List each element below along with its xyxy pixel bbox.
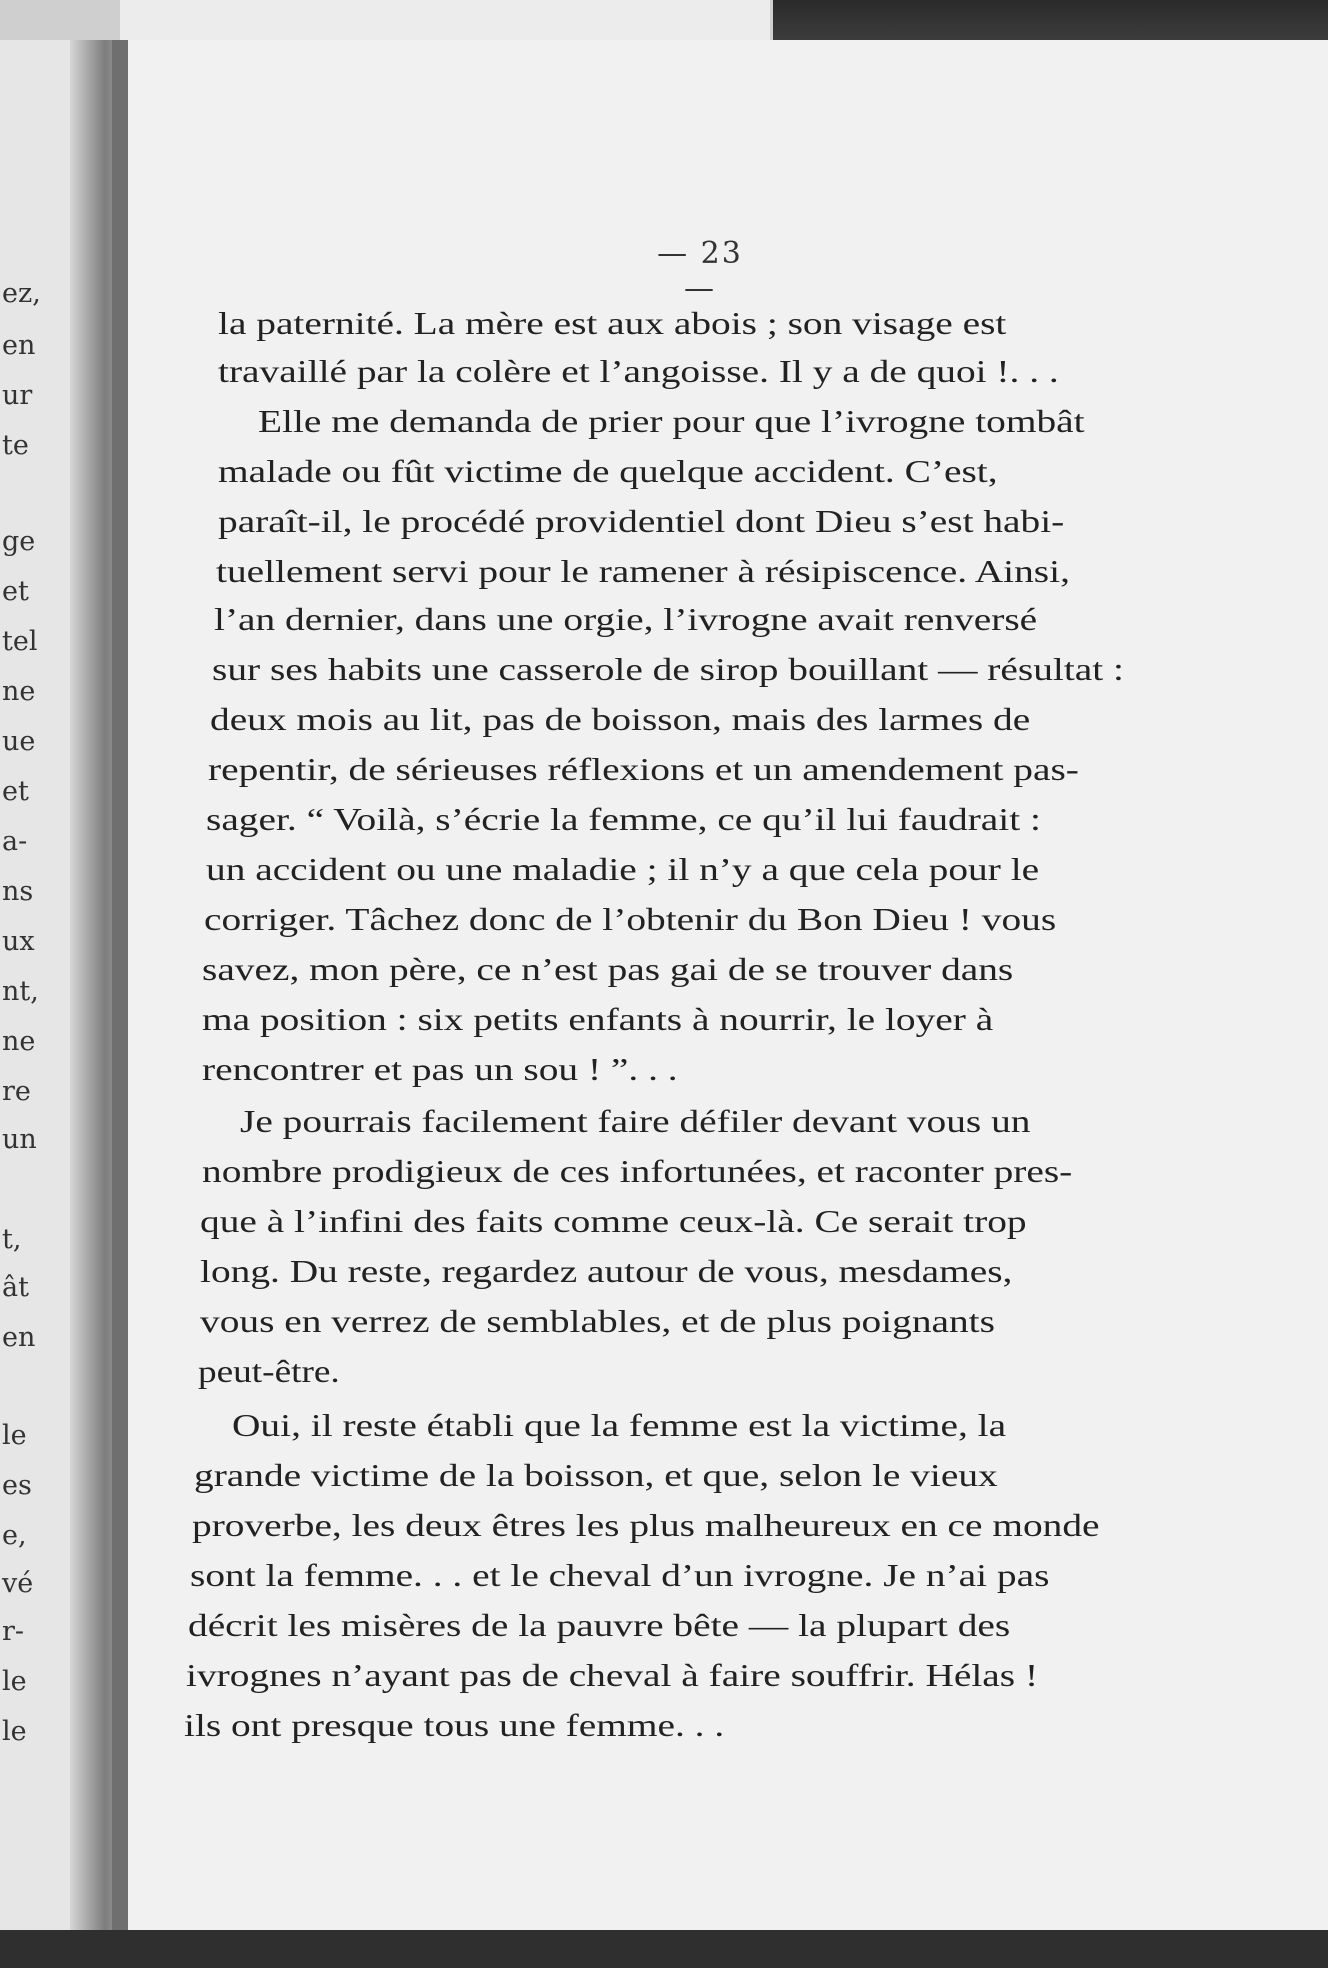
left-page-fragment: nt, <box>2 976 39 1007</box>
text-line: sager. “ Voilà, s’écrie la femme, ce qu’il lui faudrait : <box>206 802 1041 837</box>
left-page-fragment: ne <box>2 1026 36 1057</box>
left-page-fragment: et <box>2 576 29 607</box>
text-line: corriger. Tâchez donc de l’obtenir du Bon Dieu ! vous <box>204 902 1057 937</box>
text-line: Elle me demanda de prier pour que l’ivrogne tombât <box>258 404 1085 439</box>
left-page-fragment: un <box>2 1124 37 1155</box>
left-page-fragment: ur <box>2 380 33 411</box>
text-line: rencontrer et pas un sou ! ”. . . <box>202 1052 678 1087</box>
left-page-fragment: en <box>2 330 36 361</box>
left-page-fragment: te <box>2 430 29 461</box>
text-line: l’an dernier, dans une orgie, l’ivrogne avait renversé <box>214 602 1038 637</box>
text-line: nombre prodigieux de ces infortunées, et raconter pres- <box>202 1154 1073 1189</box>
text-line: proverbe, les deux êtres les plus malheureux en ce monde <box>192 1508 1100 1543</box>
text-line: repentir, de sérieuses réflexions et un amendement pas- <box>208 752 1079 787</box>
left-page-fragment: ue <box>2 726 36 757</box>
left-page-fragment: ge <box>2 526 36 557</box>
left-page-fragment: t, <box>2 1224 22 1255</box>
text-line: Je pourrais facilement faire défiler devant vous un <box>240 1104 1031 1139</box>
bottom-background <box>0 1930 1328 1968</box>
left-page-fragment: tel <box>2 626 38 657</box>
text-line: ivrognes n’ayant pas de cheval à faire souffrir. Hélas ! <box>186 1658 1039 1693</box>
text-line: ils ont presque tous une femme. . . <box>184 1708 725 1743</box>
text-line: savez, mon père, ce n’est pas gai de se trouver dans <box>202 952 1014 987</box>
text-line: décrit les misères de la pauvre bête — la plupart des <box>188 1608 1011 1643</box>
left-page-fragment: ns <box>2 876 34 907</box>
text-line: travaillé par la colère et l’angoisse. Il y a de quoi !. . . <box>218 354 1059 389</box>
text-line: que à l’infini des faits comme ceux-là. Ce serait trop <box>200 1204 1027 1239</box>
text-line: sont la femme. . . et le cheval d’un ivrogne. Je n’ai pas <box>190 1558 1050 1593</box>
left-page-fragment: le <box>2 1666 27 1697</box>
text-line: la paternité. La mère est aux abois ; son visage est <box>218 306 1007 341</box>
text-line: Oui, il reste établi que la femme est la victime, la <box>232 1408 1007 1443</box>
text-line: ma position : six petits enfants à nourrir, le loyer à <box>202 1002 994 1037</box>
text-line: un accident ou une maladie ; il n’y a que cela pour le <box>206 852 1040 887</box>
text-line: peut-être. <box>198 1354 340 1389</box>
left-page-fragment: en <box>2 1322 36 1353</box>
left-page-fragment: ez, <box>2 278 41 309</box>
text-line: tuellement servi pour le ramener à résipiscence. Ainsi, <box>216 554 1070 589</box>
left-page-fragment: a- <box>2 826 28 857</box>
left-page-fragment: ât <box>2 1272 29 1303</box>
text-line: sur ses habits une casserole de sirop bouillant — résultat : <box>212 652 1124 687</box>
text-line: deux mois au lit, pas de boisson, mais des larmes de <box>210 702 1031 737</box>
text-line: vous en verrez de semblables, et de plus poignants <box>200 1304 995 1339</box>
page-number: — 23 — <box>657 236 743 306</box>
left-page-fragment: re <box>2 1076 31 1107</box>
left-page-fragment: ux <box>2 926 35 957</box>
left-page-fragment: ne <box>2 676 36 707</box>
left-page-fragment: et <box>2 776 29 807</box>
left-page-fragment: le <box>2 1420 27 1451</box>
left-page-fragment: e, <box>2 1520 27 1551</box>
text-line: paraît-il, le procédé providentiel dont Dieu s’est habi- <box>218 504 1065 539</box>
left-page-fragment: vé <box>2 1568 34 1599</box>
text-line: grande victime de la boisson, et que, selon le vieux <box>194 1458 998 1493</box>
left-page-fragment: r- <box>2 1616 25 1647</box>
left-page-fragment: le <box>2 1716 27 1747</box>
text-line: long. Du reste, regardez autour de vous, mesdames, <box>200 1254 1013 1289</box>
left-page-fragment: es <box>2 1470 32 1501</box>
text-line: malade ou fût victime de quelque accident. C’est, <box>218 454 998 489</box>
